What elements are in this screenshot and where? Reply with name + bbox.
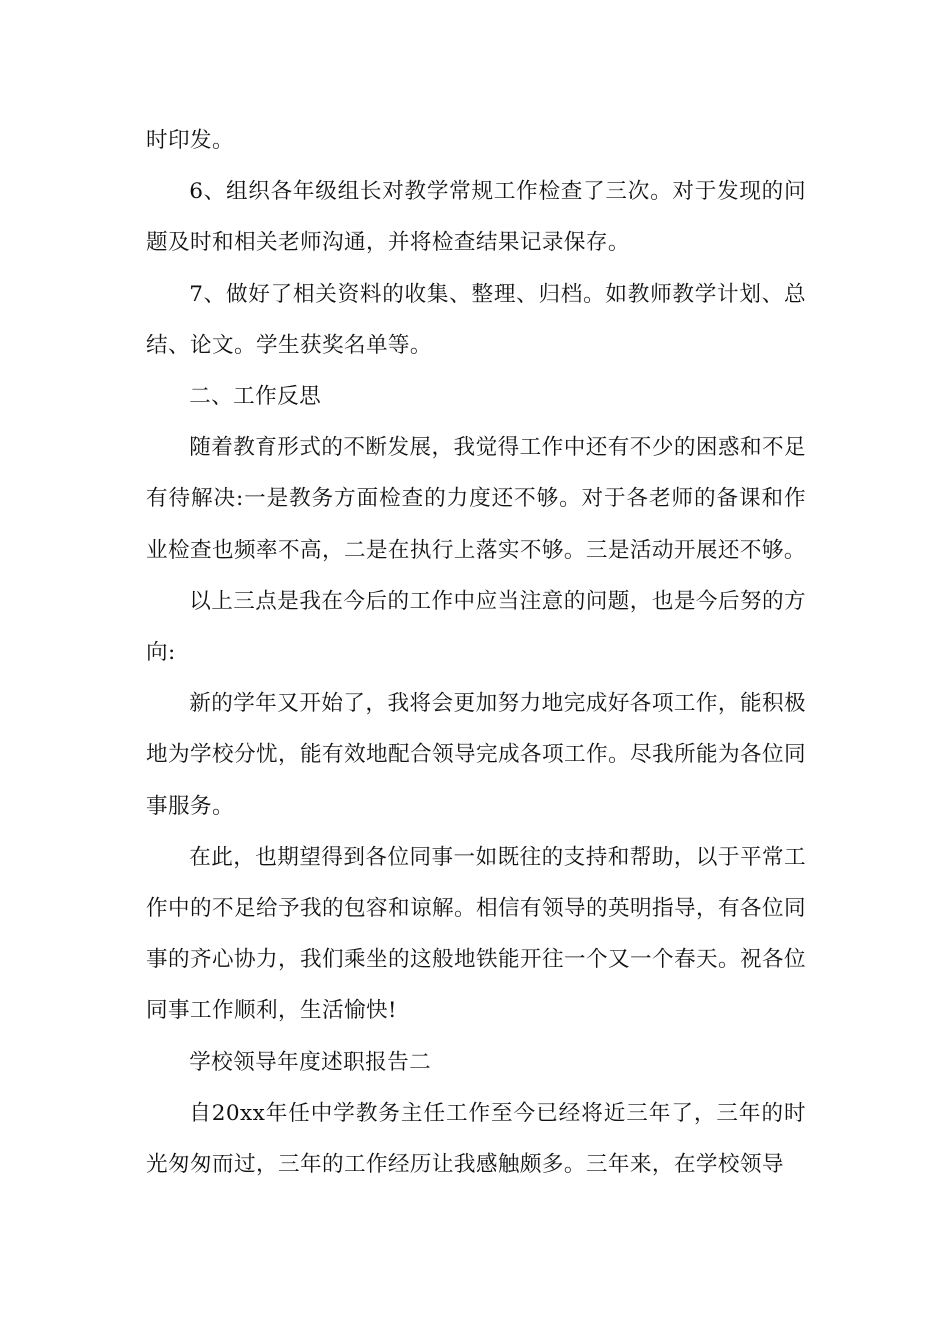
paragraph-item-6: 6、组织各年级组长对教学常规工作检查了三次。对于发现的问题及时和相关老师沟通，并将检查结果记录保存。 <box>146 179 806 256</box>
paragraph-continuation: 时印发。 <box>146 128 234 153</box>
section-heading-work-reflection: 二、工作反思 <box>189 384 322 410</box>
paragraph-item-7: 7、做好了相关资料的收集、整理、归档。如教师教学计划、总结、论文。学生获奖名单等。 <box>146 281 806 358</box>
paragraph-closing: 在此，也期望得到各位同事一如既往的支持和帮助，以于平常工作中的不足给予我的包容和谅解。相信有领导的英明指导，有各位同事的齐心协力，我们乘坐的这般地铁能开往一个又一个春天。祝各位同事工作顺利，生活愉快! <box>146 844 806 1024</box>
document-body <box>146 115 806 1190</box>
paragraph-direction: 以上三点是我在今后的工作中应当注意的问题，也是今后努的方向: <box>146 588 806 666</box>
paragraph-new-year: 新的学年又开始了，我将会更加努力地完成好各项工作，能积极地为学校分忧，能有效地配合领导完成各项工作。尽我所能为各位同事服务。 <box>146 691 806 819</box>
paragraph-report-two-intro: 自20xx年任中学教务主任工作至今已经将近三年了，三年的时光匆匆而过，三年的工作经历让我感触颇多。三年来，在学校领导 <box>146 1100 806 1178</box>
paragraph-reflection: 随着教育形式的不断发展，我觉得工作中还有不少的困惑和不足有待解决:一是教务方面检查的力度还不够。对于各老师的备课和作业检查也频率不高，二是在执行上落实不够。三是活动开展还不够。 <box>146 435 806 563</box>
report-title-two: 学校领导年度述职报告二 <box>189 1049 432 1075</box>
